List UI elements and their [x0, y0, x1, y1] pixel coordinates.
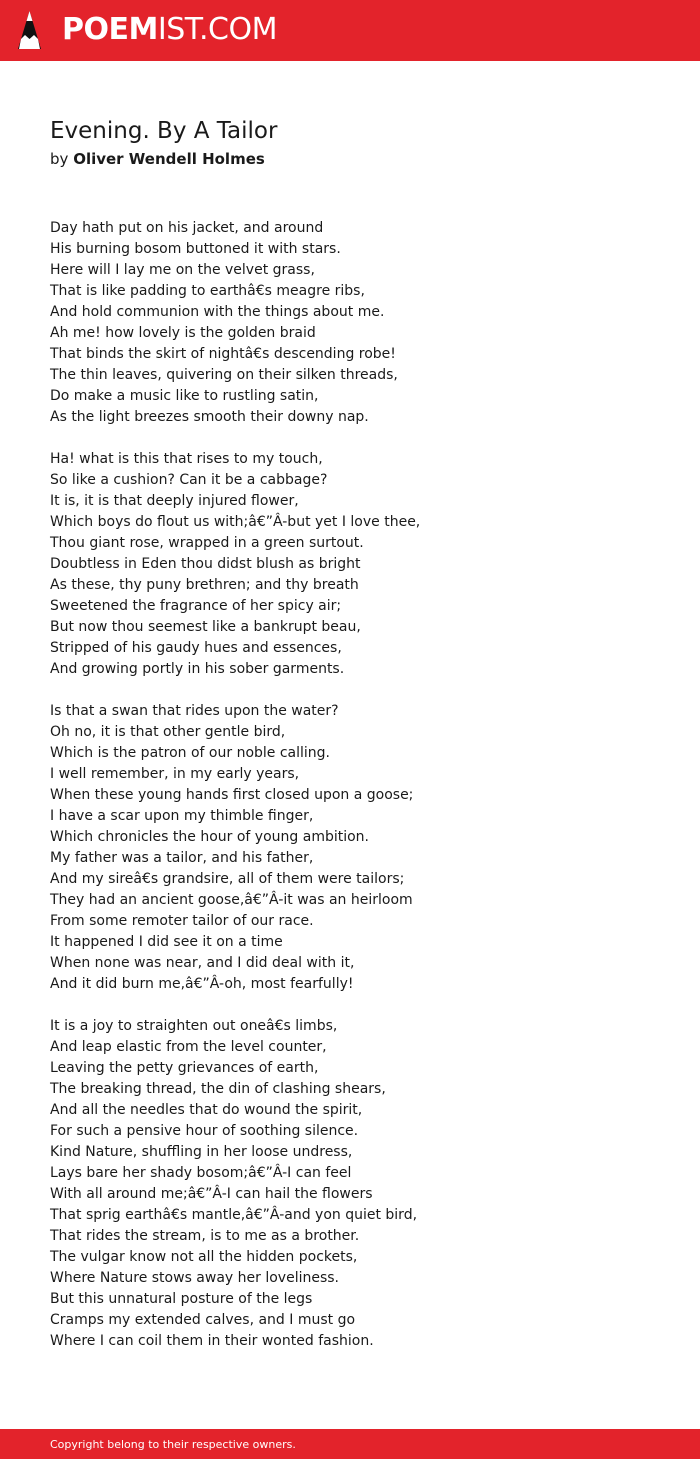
poem-line: Where I can coil them in their wonted fashion. — [50, 1333, 374, 1349]
poem-line: Ha! what is this that rises to my touch, — [50, 451, 323, 467]
site-logo-link[interactable] — [62, 12, 277, 48]
poem-line: That is like padding to earthâ€s meagre ribs, — [50, 283, 365, 299]
poem-title: Evening. By A Tailor — [50, 118, 278, 144]
poem-line: So like a cushion? Can it be a cabbage? — [50, 472, 328, 488]
poem-line: Which chronicles the hour of young ambition. — [50, 829, 369, 845]
poem-line: It happened I did see it on a time — [50, 934, 283, 950]
poem-line: It is a joy to straighten out oneâ€s limbs, — [50, 1018, 338, 1034]
poem-line: The thin leaves, quivering on their silken threads, — [50, 367, 398, 383]
poem-line: That rides the stream, is to me as a brother. — [50, 1228, 360, 1244]
poem-line: I well remember, in my early years, — [50, 766, 300, 782]
brand-bold-text: POEM — [62, 12, 158, 47]
poem-line: That sprig earthâ€s mantle,â€”Â-and yon quiet bird, — [50, 1207, 418, 1223]
poem-line: It is, it is that deeply injured flower, — [50, 493, 299, 509]
poem-line: Which boys do flout us with;â€”Â-but yet I love thee, — [50, 514, 421, 530]
poem-line: Lays bare her shady bosom;â€”Â-I can feel — [50, 1165, 352, 1181]
poem-line: And leap elastic from the level counter, — [50, 1039, 327, 1055]
poem-line: And growing portly in his sober garments. — [50, 661, 345, 677]
poem-line: With all around me;â€”Â-I can hail the flowers — [50, 1186, 373, 1202]
poem-line: From some remoter tailor of our race. — [50, 913, 314, 929]
site-header — [0, 0, 700, 61]
poem-line: They had an ancient goose,â€”Â-it was an heirloom — [50, 892, 413, 908]
poem-line: And hold communion with the things about me. — [50, 304, 385, 320]
poem-line: Which is the patron of our noble calling. — [50, 745, 330, 761]
author-name: Oliver Wendell Holmes — [73, 150, 265, 168]
poem-line: As the light breezes smooth their downy nap. — [50, 409, 369, 425]
poem-stanza — [50, 218, 670, 428]
poem-line: Where Nature stows away her loveliness. — [50, 1270, 340, 1286]
poem-line: Do make a music like to rustling satin, — [50, 388, 319, 404]
poem-stanza — [50, 1016, 670, 1352]
poem-line: My father was a tailor, and his father, — [50, 850, 314, 866]
poem-line: Leaving the petty grievances of earth, — [50, 1060, 319, 1076]
poem-line: Ah me! how lovely is the golden braid — [50, 325, 316, 341]
site-footer — [0, 1429, 700, 1459]
poem-stanza — [50, 449, 670, 680]
poem-line: As these, thy puny brethren; and thy breath — [50, 577, 359, 593]
poem-line: And my sireâ€s grandsire, all of them were tailors; — [50, 871, 405, 887]
poem-stanza — [50, 701, 670, 995]
poem-line: That binds the skirt of nightâ€s descending robe! — [50, 346, 396, 362]
poem-line: I have a scar upon my thimble finger, — [50, 808, 314, 824]
poem-line: For such a pensive hour of soothing silence. — [50, 1123, 359, 1139]
brand-light-text: IST.COM — [157, 12, 277, 47]
poem-line: And all the needles that do wound the spirit, — [50, 1102, 363, 1118]
poem-line: When these young hands first closed upon a goose; — [50, 787, 414, 803]
poem-line: Thou giant rose, wrapped in a green surtout. — [50, 535, 364, 551]
poem-line: Doubtless in Eden thou didst blush as bright — [50, 556, 361, 572]
by-label: by — [50, 150, 69, 168]
poem-line: Cramps my extended calves, and I must go — [50, 1312, 356, 1328]
poem-line: Oh no, it is that other gentle bird, — [50, 724, 286, 740]
pencil-mountain-icon[interactable] — [17, 9, 42, 52]
poem-line: Sweetened the fragrance of her spicy air; — [50, 598, 342, 614]
poem-line: When none was near, and I did deal with it, — [50, 955, 355, 971]
poem-line: Day hath put on his jacket, and around — [50, 220, 324, 236]
poem-line: Stripped of his gaudy hues and essences, — [50, 640, 342, 656]
poem-line: But this unnatural posture of the legs — [50, 1291, 313, 1307]
byline — [50, 148, 265, 170]
poem-line: The vulgar know not all the hidden pockets, — [50, 1249, 358, 1265]
poem-line: Is that a swan that rides upon the water? — [50, 703, 339, 719]
poem-line: But now thou seemest like a bankrupt beau, — [50, 619, 361, 635]
poem-line: Kind Nature, shuffling in her loose undress, — [50, 1144, 353, 1160]
poem-line: Here will I lay me on the velvet grass, — [50, 262, 315, 278]
copyright-notice: Copyright belong to their respective owners. — [50, 1438, 296, 1451]
poem-line: His burning bosom buttoned it with stars. — [50, 241, 341, 257]
poem-line: And it did burn me,â€”Â-oh, most fearfully! — [50, 976, 354, 992]
poem-body — [50, 218, 670, 1373]
poem-line: The breaking thread, the din of clashing shears, — [50, 1081, 386, 1097]
